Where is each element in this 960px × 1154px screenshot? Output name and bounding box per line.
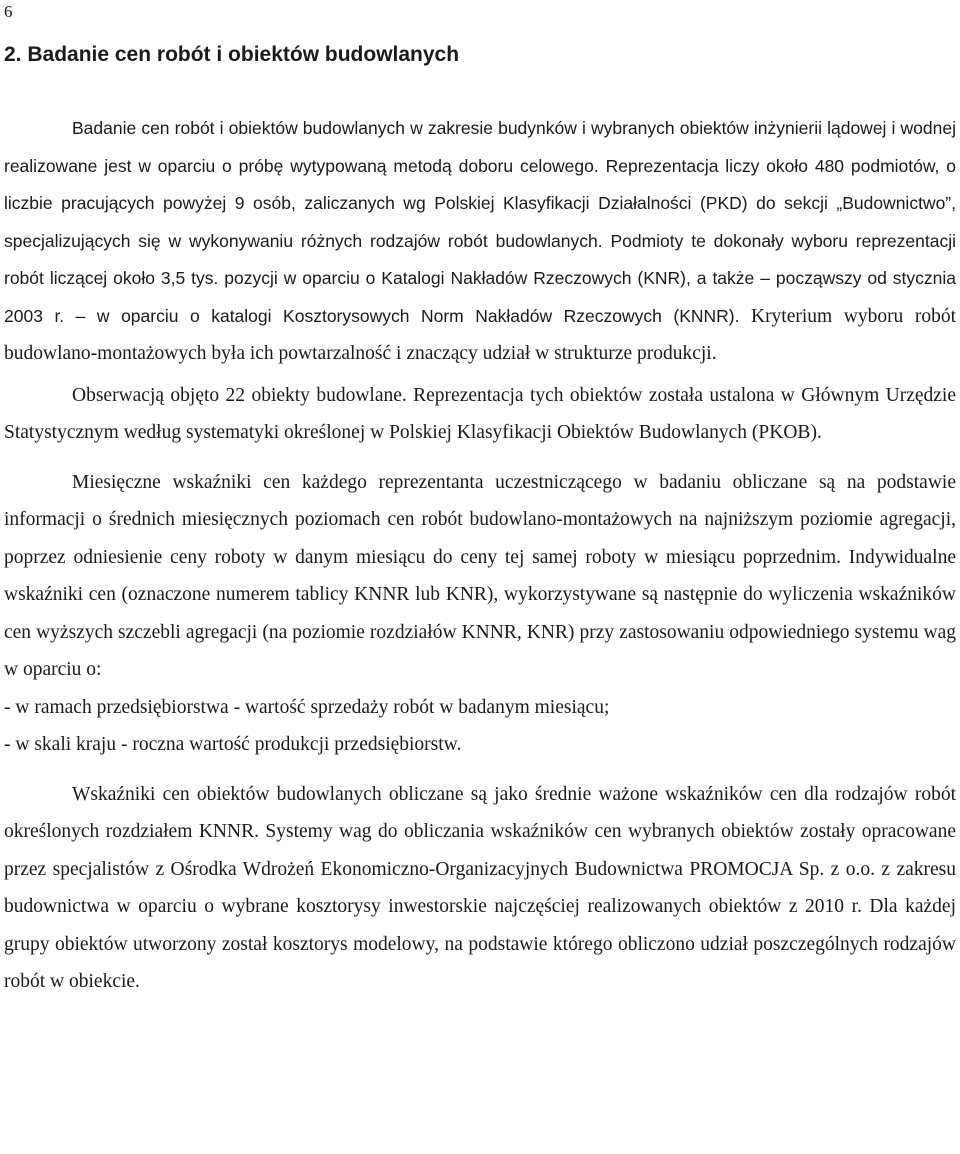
paragraph-spacer xyxy=(4,452,956,464)
paragraph-objects: Obserwacją objęto 22 obiekty budowlane. Reprezentacja tych obiektów została ustalona w Głównym Urzędzie Statystycznym według systematyki określonej w Polskiej Klasyfikacji Obiektów Budowlanych (PKOB). xyxy=(4,384,956,443)
paragraph-spacer xyxy=(4,764,956,776)
paragraph-price-indices: Miesięczne wskaźniki cen każdego reprezentanta uczestniczącego w badaniu obliczane są na podstawie informacji o średnich miesięcznych poziomach cen robót budowlano-montażowych na najniższym poziomie agregacji, poprzez odniesienie ceny roboty w danym miesiącu do ceny tej samej roboty w miesiącu poprzednim. Indywidualne wskaźniki cen (oznaczone numerem tablicy KNNR lub KNR), wykorzystywane są następnie do wyliczenia wskaźników cen wyższych szczebli agregacji (na poziomie rozdziałów KNNR, KNR) przy zastosowaniu odpowiedniego systemu wag w oparciu o: xyxy=(4,471,956,680)
paragraph-sample-description xyxy=(4,110,956,373)
paragraph-sample-description-serif: Kryterium wyboru robót budowlano-montażowych była ich powtarzalność i znaczący udział w strukturze produkcji. xyxy=(4,305,956,364)
body-text xyxy=(4,110,956,1001)
page-number: 6 xyxy=(4,2,13,21)
section-heading: 2. Badanie cen robót i obiektów budowlanych xyxy=(4,43,460,66)
paragraph-sample-description-sans: Badanie cen robót i obiektów budowlanych w zakresie budynków i wybranych obiektów inżynierii lądowej i wodnej realizowane jest w oparciu o próbę wytypowaną metodą doboru celowego. Reprezentacja liczy około 480 podmiotów, o liczbie pracujących powyżej 9 osób, zaliczanych wg Polskiej Klasyfikacji Działalności (PKD) do sekcji „Budownictwo”, specjalizujących się w wykonywaniu różnych rodzajów robót budowlanych. Podmioty te dokonały wyboru reprezentacji robót liczącej około 3,5 tys. pozycji w oparciu o Katalogi Nakładów Rzeczowych (KNR), a także – począwszy od stycznia 2003 r. – w oparciu o katalogi Kosztorysowych Norm Nakładów Rzeczowych (KNNR). xyxy=(4,118,956,326)
list-item: - w skali kraju - roczna wartość produkcji przedsiębiorstw. xyxy=(4,734,462,755)
list-item: - w ramach przedsiębiorstwa - wartość sprzedaży robót w badanym miesiącu; xyxy=(4,696,610,718)
paragraph-object-indices: Wskaźniki cen obiektów budowlanych obliczane są jako średnie ważone wskaźników cen dla rodzajów robót określonych rozdziałem KNNR. Systemy wag do obliczania wskaźników cen wybranych obiektów zostały opracowane przez specjalistów z Ośrodka Wdrożeń Ekonomiczno-Organizacyjnych Budownictwa PROMOCJA Sp. z o.o. z zakresu budownictwa w oparciu o wybrane kosztorysy inwestorskie najczęściej realizowanych obiektów z 2010 r. Dla każdej grupy obiektów utworzony został kosztorys modelowy, na podstawie którego obliczono udział poszczególnych rodzajów robót w obiekcie. xyxy=(4,783,956,992)
